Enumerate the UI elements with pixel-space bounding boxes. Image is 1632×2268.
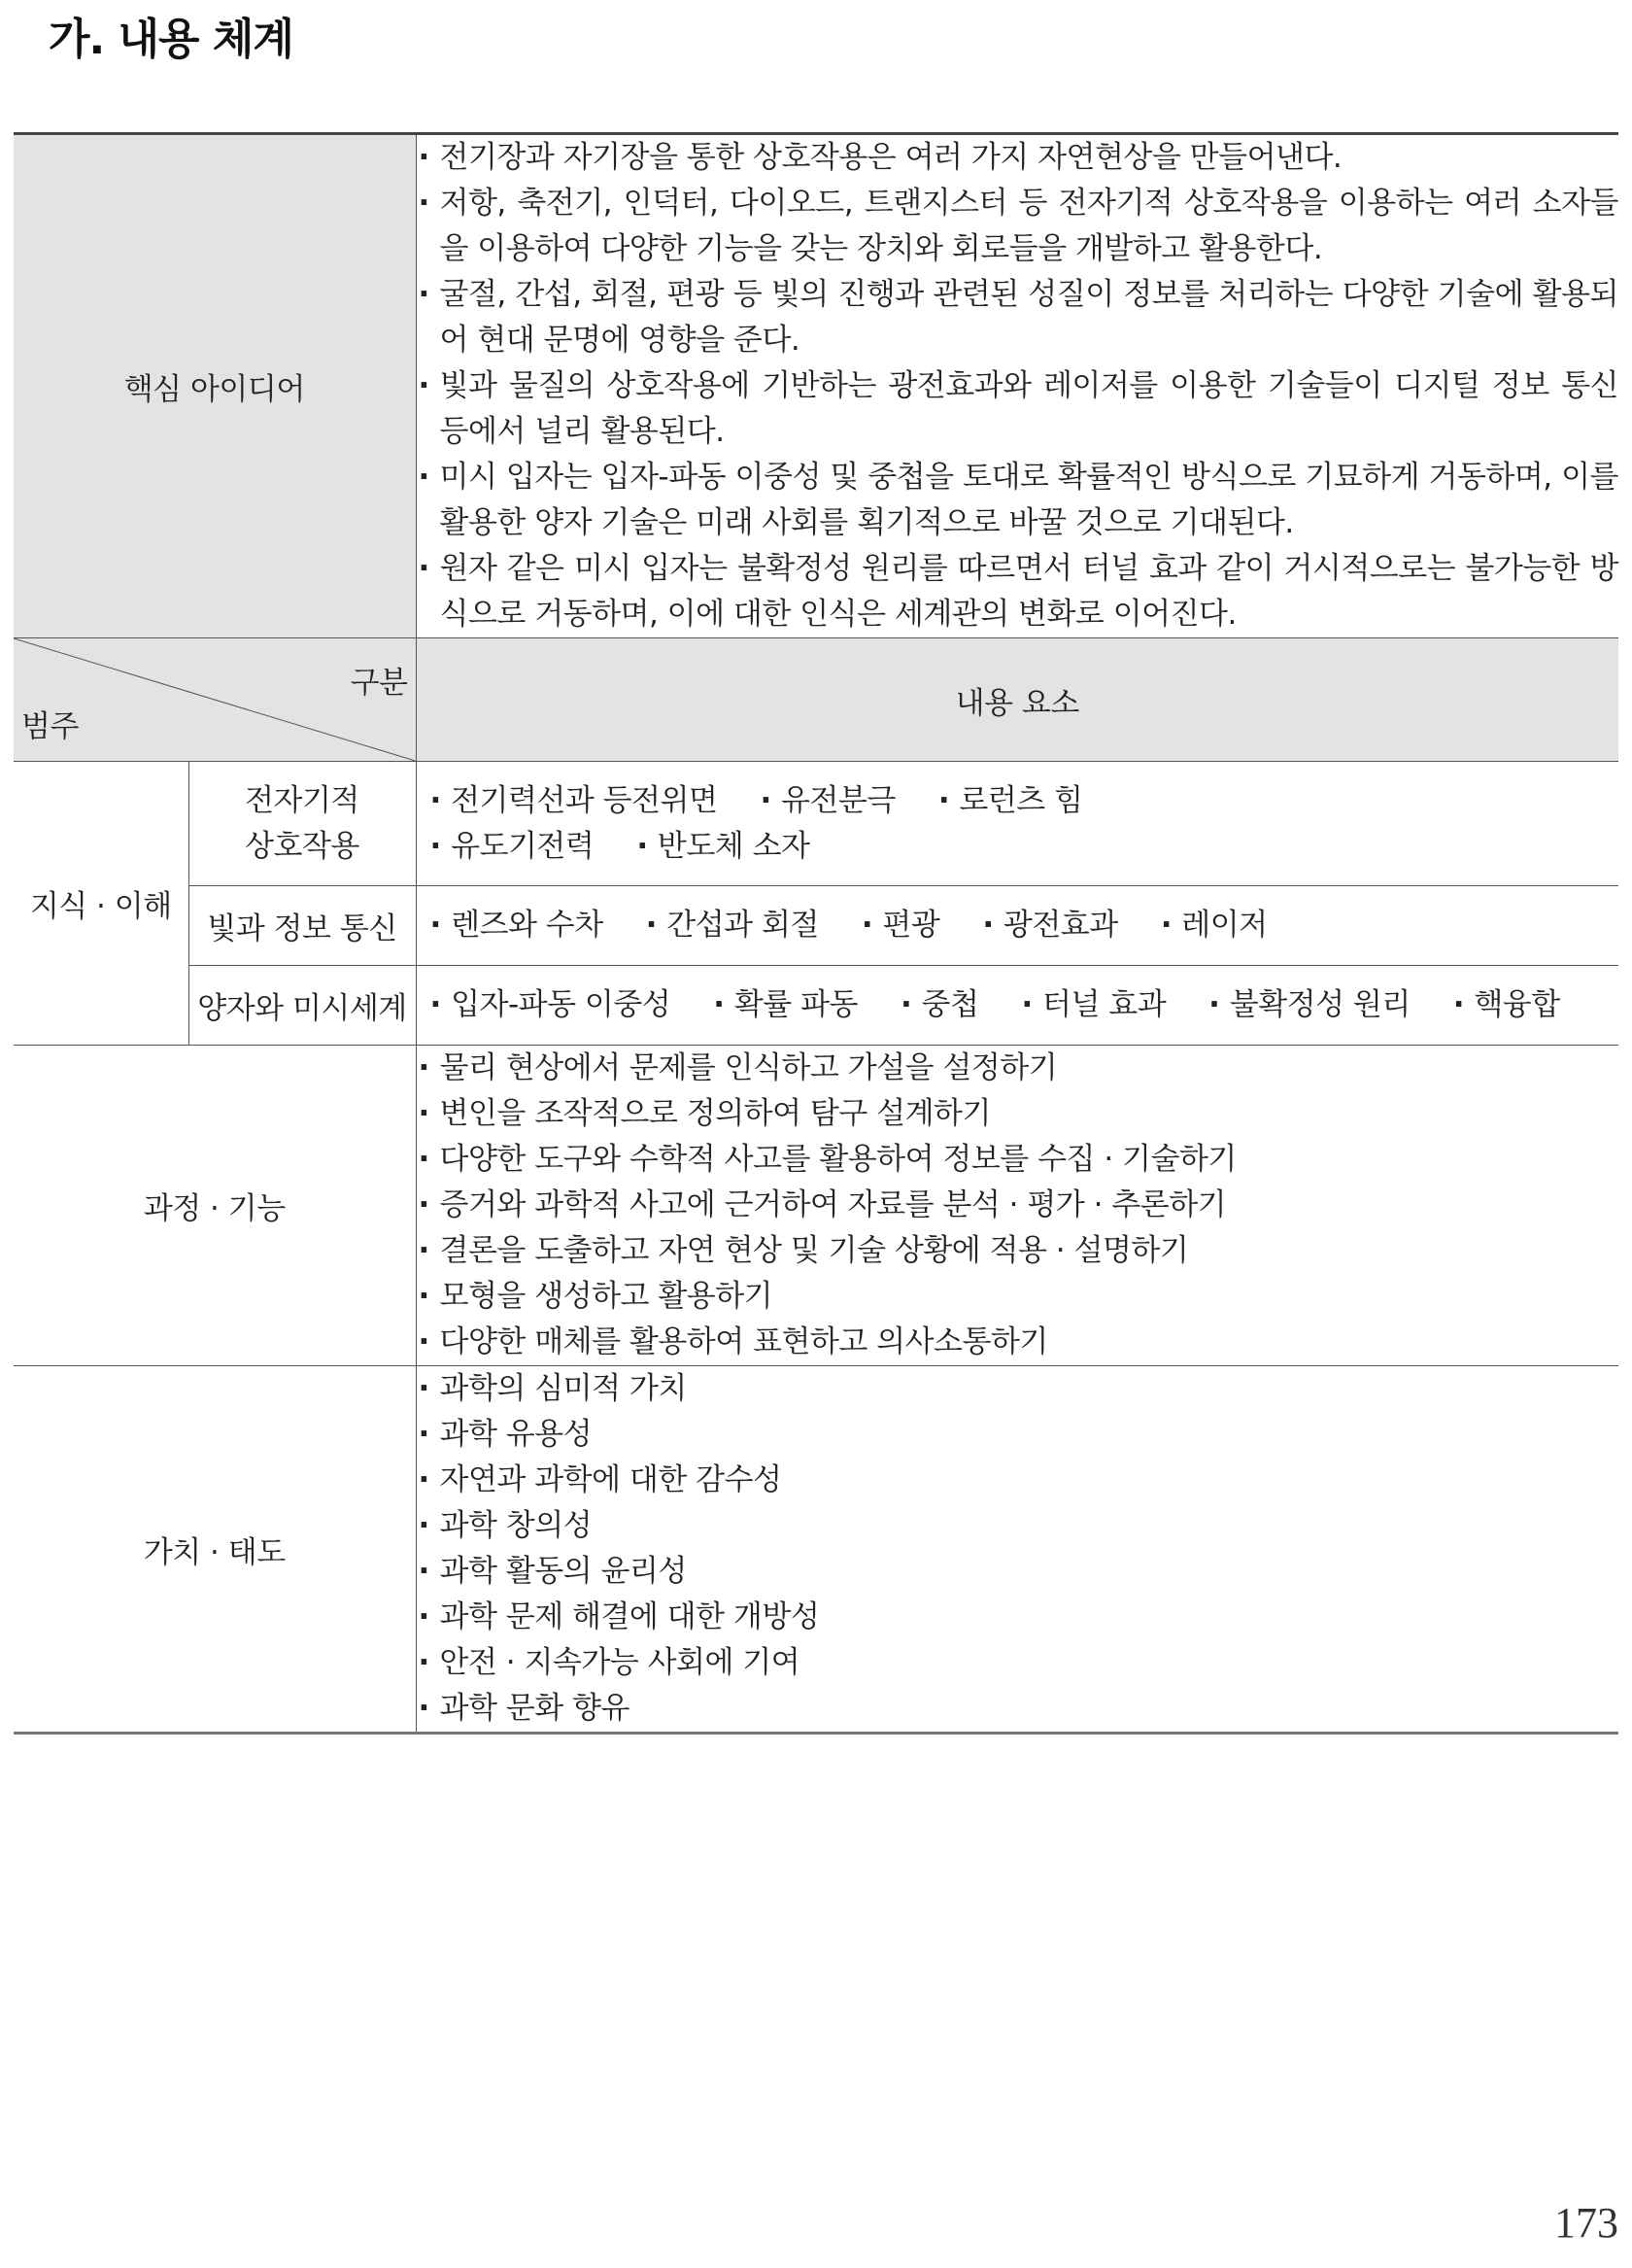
content-element: · 입자-파동 이중성 bbox=[430, 982, 671, 1028]
content-element: · 렌즈와 수차 bbox=[430, 903, 603, 948]
values-list bbox=[417, 1366, 1619, 1732]
list-item: · 과학 유용성 bbox=[417, 1412, 1619, 1458]
core-idea-label: 핵심 아이디어 bbox=[14, 134, 416, 638]
list-item: · 변인을 조작적으로 정의하여 탐구 설계하기 bbox=[417, 1091, 1619, 1137]
content-element: · 전기력선과 등전위면 bbox=[430, 778, 718, 824]
knowledge-label: 지식 · 이해 bbox=[14, 762, 188, 1046]
list-item: · 물리 현상에서 문제를 인식하고 가설을 설정하기 bbox=[417, 1046, 1619, 1091]
content-element: · 중첩 bbox=[901, 982, 978, 1028]
diagonal-header-top: 구분 bbox=[350, 666, 408, 701]
header-row bbox=[14, 638, 1618, 762]
content-element: · 터널 효과 bbox=[1021, 982, 1166, 1028]
process-content bbox=[416, 1046, 1618, 1366]
content-system-table bbox=[14, 132, 1618, 1735]
content-element: · 간섭과 회절 bbox=[646, 903, 819, 948]
sublabel-line: 상호작용 bbox=[245, 828, 359, 864]
process-list bbox=[417, 1046, 1619, 1365]
core-idea-row bbox=[14, 134, 1618, 638]
list-item: · 결론을 도출하고 자연 현상 및 기술 상황에 적용 · 설명하기 bbox=[417, 1228, 1619, 1274]
knowledge-elements-1 bbox=[416, 762, 1618, 886]
content-element: · 핵융합 bbox=[1453, 982, 1560, 1028]
values-content bbox=[416, 1366, 1618, 1734]
sublabel-line: 전자기적 bbox=[245, 782, 359, 818]
list-item: · 과학 문화 향유 bbox=[417, 1686, 1619, 1732]
values-label: 가치 · 태도 bbox=[14, 1366, 416, 1734]
content-element: · 유도기전력 bbox=[430, 824, 595, 870]
process-label: 과정 · 기능 bbox=[14, 1046, 416, 1366]
content-element: · 편광 bbox=[862, 903, 939, 948]
knowledge-elements-3 bbox=[416, 966, 1618, 1046]
content-element: · 불확정성 원리 bbox=[1208, 982, 1411, 1028]
list-item: · 저항, 축전기, 인덕터, 다이오드, 트랜지스터 등 전자기적 상호작용을 이용하는 여러 소자들을 이용하여 다양한 기능을 갖는 장치와 회로들을 개발하고 활용한다. bbox=[417, 181, 1619, 272]
list-item: · 증거와 과학적 사고에 근거하여 자료를 분석 · 평가 · 추론하기 bbox=[417, 1183, 1619, 1228]
element-line bbox=[430, 982, 1610, 1028]
list-item: · 미시 입자는 입자-파동 이중성 및 중첩을 토대로 확률적인 방식으로 기묘하게 거동하며, 이를 활용한 양자 기술은 미래 사회를 획기적으로 바꿀 것으로 기대된다. bbox=[417, 455, 1619, 546]
diagonal-header-bottom: 범주 bbox=[21, 709, 79, 744]
section-heading: 가. 내용 체계 bbox=[49, 15, 293, 64]
element-line bbox=[430, 824, 1610, 870]
page-number: 173 bbox=[1554, 2199, 1618, 2247]
content-element: · 유전분극 bbox=[760, 778, 895, 824]
list-item: · 전기장과 자기장을 통한 상호작용은 여러 가지 자연현상을 만들어낸다. bbox=[417, 135, 1619, 181]
content-element: · 로런츠 힘 bbox=[938, 778, 1083, 824]
content-element: · 레이저 bbox=[1161, 903, 1268, 948]
knowledge-row-3 bbox=[14, 966, 1618, 1046]
core-idea-content bbox=[416, 134, 1618, 638]
list-item: · 원자 같은 미시 입자는 불확정성 원리를 따르면서 터널 효과 같이 거시적으로는 불가능한 방식으로 거동하며, 이에 대한 인식은 세계관의 변화로 이어진다. bbox=[417, 546, 1619, 637]
element-line bbox=[430, 903, 1610, 948]
values-row bbox=[14, 1366, 1618, 1734]
list-item: · 굴절, 간섭, 회절, 편광 등 빛의 진행과 관련된 성질이 정보를 처리하는 다양한 기술에 활용되어 현대 문명에 영향을 준다. bbox=[417, 272, 1619, 363]
list-item: · 과학 창의성 bbox=[417, 1503, 1619, 1549]
content-elements-header: 내용 요소 bbox=[416, 638, 1618, 762]
core-idea-list bbox=[417, 135, 1619, 637]
list-item: · 안전 · 지속가능 사회에 기여 bbox=[417, 1640, 1619, 1686]
knowledge-row-2 bbox=[14, 886, 1618, 966]
knowledge-sublabel-2: 빛과 정보 통신 bbox=[188, 886, 416, 966]
knowledge-elements-2 bbox=[416, 886, 1618, 966]
content-element: · 반도체 소자 bbox=[636, 824, 809, 870]
list-item: · 모형을 생성하고 활용하기 bbox=[417, 1274, 1619, 1320]
list-item: · 다양한 매체를 활용하여 표현하고 의사소통하기 bbox=[417, 1320, 1619, 1365]
content-element: · 광전효과 bbox=[982, 903, 1117, 948]
knowledge-row-1 bbox=[14, 762, 1618, 886]
knowledge-sublabel-1 bbox=[188, 762, 416, 886]
knowledge-sublabel-3: 양자와 미시세계 bbox=[188, 966, 416, 1046]
process-row bbox=[14, 1046, 1618, 1366]
element-line bbox=[430, 778, 1610, 824]
content-element: · 확률 파동 bbox=[713, 982, 858, 1028]
list-item: · 과학 활동의 윤리성 bbox=[417, 1549, 1619, 1595]
list-item: · 자연과 과학에 대한 감수성 bbox=[417, 1458, 1619, 1503]
list-item: · 과학 문제 해결에 대한 개방성 bbox=[417, 1595, 1619, 1640]
list-item: · 다양한 도구와 수학적 사고를 활용하여 정보를 수집 · 기술하기 bbox=[417, 1137, 1619, 1183]
list-item: · 빛과 물질의 상호작용에 기반하는 광전효과와 레이저를 이용한 기술들이 디지털 정보 통신 등에서 널리 활용된다. bbox=[417, 363, 1619, 455]
diagonal-header-cell bbox=[14, 638, 416, 762]
list-item: · 과학의 심미적 가치 bbox=[417, 1366, 1619, 1412]
